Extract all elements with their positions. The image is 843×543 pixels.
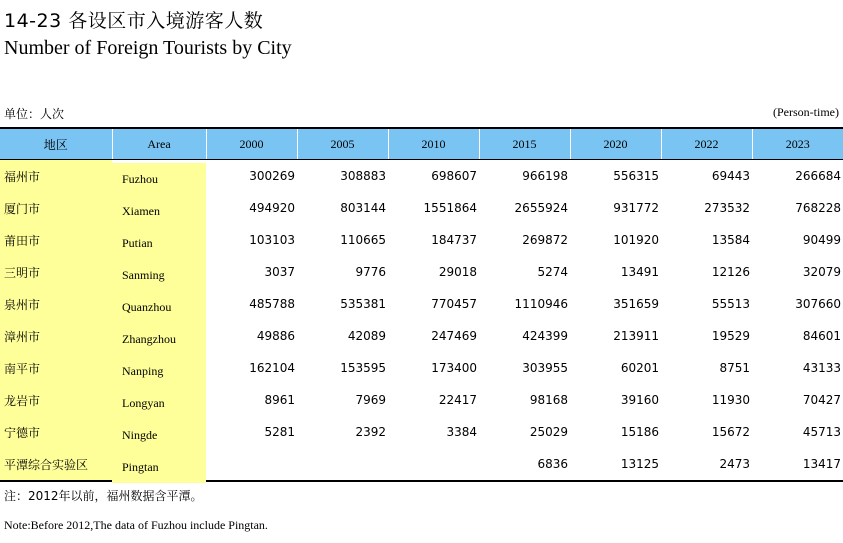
table-body — [0, 160, 843, 482]
value-cell: 556315 — [613, 169, 659, 183]
value-cell: 768228 — [795, 201, 841, 215]
unit-label-en: (Person-time) — [773, 105, 839, 119]
city-name-en: Pingtan — [112, 451, 206, 484]
city-name-en: Nanping — [112, 355, 206, 387]
value-cell: 2392 — [355, 425, 386, 439]
value-cell: 90499 — [802, 233, 841, 247]
city-name-en: Zhangzhou — [112, 323, 206, 355]
city-name-en: Quanzhou — [112, 291, 206, 323]
page-title-cn: 14-23 各设区市入境游客人数 — [4, 10, 264, 32]
footnote-en: Note:Before 2012,The data of Fuzhou include Pingtan. — [4, 518, 268, 532]
value-cell: 494920 — [249, 201, 295, 215]
value-cell: 9776 — [355, 265, 386, 279]
page-title-en: Number of Foreign Tourists by City — [4, 37, 292, 59]
value-cell: 110665 — [340, 233, 386, 247]
city-name-cn: 龙岩市 — [0, 384, 112, 416]
tourists-table — [0, 127, 843, 482]
table-row — [0, 448, 843, 481]
city-name-en: Fuzhou — [112, 163, 206, 196]
value-cell: 25029 — [529, 425, 568, 439]
table-row — [0, 320, 843, 352]
value-cell: 13491 — [620, 265, 659, 279]
value-cell: 42089 — [347, 329, 386, 343]
value-cell: 22417 — [438, 393, 477, 407]
value-cell: 60201 — [620, 361, 659, 375]
value-cell: 2473 — [719, 457, 750, 471]
table-row — [0, 192, 843, 224]
city-name-cn: 厦门市 — [0, 192, 112, 224]
city-name-cn: 三明市 — [0, 256, 112, 288]
city-name-cn: 宁德市 — [0, 416, 112, 448]
value-cell: 2655924 — [514, 201, 568, 215]
footnote-cn: 注：2012年以前，福州数据含平潭。 — [4, 489, 203, 503]
value-cell: 308883 — [340, 169, 386, 183]
value-cell: 45713 — [802, 425, 841, 439]
table-row — [0, 224, 843, 256]
value-cell: 11930 — [711, 393, 750, 407]
table-row — [0, 384, 843, 416]
value-cell: 1551864 — [423, 201, 477, 215]
value-cell: 32079 — [802, 265, 841, 279]
value-cell: 485788 — [249, 297, 295, 311]
header-cell: 2020 — [570, 128, 661, 160]
value-cell: 69443 — [711, 169, 750, 183]
table-row — [0, 288, 843, 320]
value-cell: 351659 — [613, 297, 659, 311]
header-cell: 2005 — [297, 128, 388, 160]
value-cell: 1110946 — [514, 297, 568, 311]
value-cell: 39160 — [620, 393, 659, 407]
value-cell: 162104 — [249, 361, 295, 375]
value-cell: 803144 — [340, 201, 386, 215]
value-cell: 424399 — [522, 329, 568, 343]
value-cell: 13125 — [620, 457, 659, 471]
value-cell: 5274 — [537, 265, 568, 279]
city-name-en: Sanming — [112, 259, 206, 291]
table-row — [0, 160, 843, 193]
value-cell: 7969 — [355, 393, 386, 407]
value-cell: 8751 — [719, 361, 750, 375]
value-cell: 698607 — [431, 169, 477, 183]
city-name-cn: 漳州市 — [0, 320, 112, 352]
header-row — [0, 128, 843, 160]
city-name-en: Longyan — [112, 387, 206, 419]
value-cell: 184737 — [431, 233, 477, 247]
value-cell: 15186 — [620, 425, 659, 439]
header-cell: 2022 — [661, 128, 752, 160]
value-cell: 931772 — [613, 201, 659, 215]
value-cell: 3384 — [446, 425, 477, 439]
value-cell — [206, 448, 297, 481]
unit-label-cn: 单位：人次 — [4, 107, 65, 121]
city-name-en: Ningde — [112, 419, 206, 451]
city-name-cn: 莆田市 — [0, 224, 112, 256]
header-cell: 2000 — [206, 128, 297, 160]
value-cell: 273532 — [704, 201, 750, 215]
city-name-en: Xiamen — [112, 195, 206, 227]
header-cell: 2010 — [388, 128, 479, 160]
value-cell: 3037 — [264, 265, 295, 279]
value-cell: 266684 — [795, 169, 841, 183]
value-cell: 103103 — [249, 233, 295, 247]
value-cell — [297, 448, 388, 481]
value-cell: 153595 — [340, 361, 386, 375]
value-cell: 29018 — [438, 265, 477, 279]
value-cell: 173400 — [431, 361, 477, 375]
header-cell: 地区 — [0, 128, 112, 160]
value-cell: 307660 — [795, 297, 841, 311]
header-cell: Area — [112, 128, 206, 160]
value-cell: 5281 — [264, 425, 295, 439]
city-name-cn: 福州市 — [0, 160, 112, 193]
value-cell: 70427 — [802, 393, 841, 407]
value-cell: 300269 — [249, 169, 295, 183]
value-cell: 19529 — [711, 329, 750, 343]
value-cell: 15672 — [711, 425, 750, 439]
value-cell: 8961 — [264, 393, 295, 407]
value-cell: 213911 — [613, 329, 659, 343]
table-row — [0, 256, 843, 288]
value-cell: 49886 — [256, 329, 295, 343]
value-cell: 13417 — [802, 457, 841, 471]
value-cell: 535381 — [340, 297, 386, 311]
value-cell: 101920 — [613, 233, 659, 247]
value-cell: 12126 — [711, 265, 750, 279]
city-name-cn: 南平市 — [0, 352, 112, 384]
value-cell: 98168 — [529, 393, 568, 407]
value-cell: 55513 — [711, 297, 750, 311]
value-cell — [388, 448, 479, 481]
header-cell: 2015 — [479, 128, 570, 160]
value-cell: 84601 — [802, 329, 841, 343]
value-cell: 247469 — [431, 329, 477, 343]
value-cell: 966198 — [522, 169, 568, 183]
table-row — [0, 416, 843, 448]
value-cell: 6836 — [537, 457, 568, 471]
value-cell: 269872 — [522, 233, 568, 247]
header-cell: 2023 — [752, 128, 843, 160]
city-name-en: Putian — [112, 227, 206, 259]
city-name-cn: 平潭综合实验区 — [0, 448, 112, 481]
value-cell: 303955 — [522, 361, 568, 375]
value-cell: 770457 — [431, 297, 477, 311]
value-cell: 13584 — [711, 233, 750, 247]
city-name-cn: 泉州市 — [0, 288, 112, 320]
table-row — [0, 352, 843, 384]
value-cell: 43133 — [802, 361, 841, 375]
